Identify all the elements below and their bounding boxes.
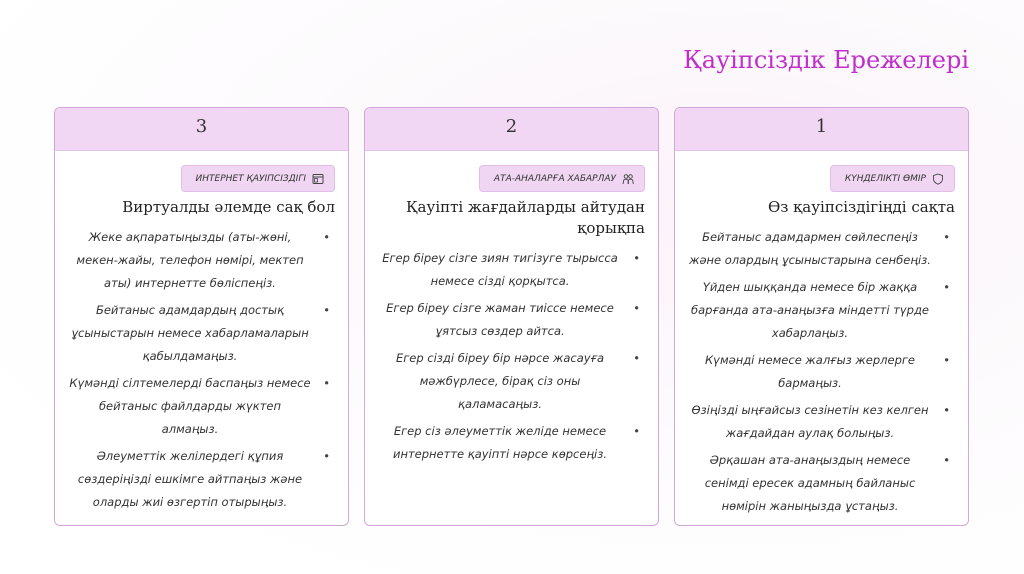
list-item-text: Жеке ақпаратыңызды (аты-жөні, мекен-жайы, телефон нөмірі, мектеп аты) интернетте бөліспеңіз. (76, 230, 304, 290)
list-item-text: Егер біреу сізге жаман тиіссе немесе ұятсыз сөздер айтса. (386, 301, 614, 338)
rule-list (689, 226, 953, 522)
list-item-text: Әрқашан ата-анаңыздың немесе сенімді ересек адамның байланыс нөмірін жаныңызда ұстаңыз. (704, 453, 916, 513)
bullet-icon: • (323, 303, 330, 317)
list-item (689, 449, 953, 518)
card-internet-safety (54, 107, 349, 526)
card-number: 1 (675, 108, 968, 151)
list-item (379, 420, 643, 466)
rule-list (69, 226, 333, 518)
card-tag (181, 165, 335, 192)
list-item-text: Егер біреу сізге зиян тигізуге тырысса немесе сізді қорқытса. (382, 251, 618, 288)
list-item (689, 399, 953, 445)
bullet-icon: • (323, 230, 330, 244)
tag-label: ИНТЕРНЕТ ҚАУІПСІЗДІГІ (195, 173, 306, 184)
bullet-icon: • (633, 351, 640, 365)
bullet-icon: • (323, 376, 330, 390)
card-number: 2 (365, 108, 658, 151)
card-tell-parents (364, 107, 659, 526)
list-item (689, 226, 953, 272)
card-heading: Виртуалды әлемде сақ бол (122, 198, 335, 216)
list-item (379, 297, 643, 343)
list-item (69, 299, 333, 368)
list-item-text: Бейтаныс адамдардың достық ұсыныстарын немесе хабарламаларын қабылдамаңыз. (71, 303, 309, 363)
list-item-text: Егер сізді біреу бір нәрсе жасауға мәжбүрлесе, бірақ сіз оны қаламасаңыз. (395, 351, 605, 411)
tag-label: КҮНДЕЛІКТІ ӨМІР (844, 173, 926, 184)
list-item-text: Үйден шыққанда немесе бір жаққа барғанда ата-анаңызға міндетті түрде хабарлаңыз. (691, 280, 929, 340)
card-heading: Қауіпті жағдайларды айтудан қорықпа (405, 198, 645, 237)
list-item-text: Күмәнді немесе жалғыз жерлерге бармаңыз. (704, 353, 916, 390)
bullet-icon: • (633, 301, 640, 315)
tag-label: АТА-АНАЛАРҒА ХАБАРЛАУ (493, 173, 616, 184)
card-number: 3 (55, 108, 348, 151)
bullet-icon: • (943, 403, 950, 417)
list-item (689, 349, 953, 395)
card-tag (830, 165, 955, 192)
bullet-icon: • (943, 280, 950, 294)
bullet-icon: • (323, 449, 330, 463)
list-item (379, 347, 643, 416)
list-item-text: Өзіңізді ыңғайсыз сезінетін кез келген жағдайдан аулақ болыңыз. (691, 403, 929, 440)
bullet-icon: • (633, 251, 640, 265)
list-item-text: Күмәнді сілтемелерді баспаңыз немесе бейтаныс файлдарды жүктеп алмаңыз. (69, 376, 311, 436)
list-item-text: Егер сіз әлеуметтік желіде немесе интернетте қауіпті нәрсе көрсеңіз. (392, 424, 608, 461)
page-title: Қауіпсіздік Ережелері (683, 46, 969, 74)
list-item (379, 247, 643, 293)
card-heading: Өз қауіпсіздігіңді сақта (767, 198, 955, 216)
bullet-icon: • (943, 453, 950, 467)
shield-icon (932, 173, 944, 185)
list-item (69, 445, 333, 514)
browser-window-icon (312, 173, 324, 185)
bullet-icon: • (633, 424, 640, 438)
bullet-icon: • (943, 230, 950, 244)
list-item (69, 372, 333, 441)
rule-list (379, 247, 643, 470)
bullet-icon: • (943, 353, 950, 367)
people-icon (622, 173, 634, 185)
list-item-text: Бейтаныс адамдармен сөйлеспеңіз және олардың ұсыныстарына сенбеңіз. (689, 230, 931, 267)
list-item (689, 276, 953, 345)
card-daily-life (674, 107, 969, 526)
list-item-text: Әлеуметтік желілердегі құпия сөздеріңізді ешкімге айтпаңыз және оларды жиі өзгертіп отырыңыз. (77, 449, 303, 509)
list-item (69, 226, 333, 295)
card-tag (479, 165, 645, 192)
